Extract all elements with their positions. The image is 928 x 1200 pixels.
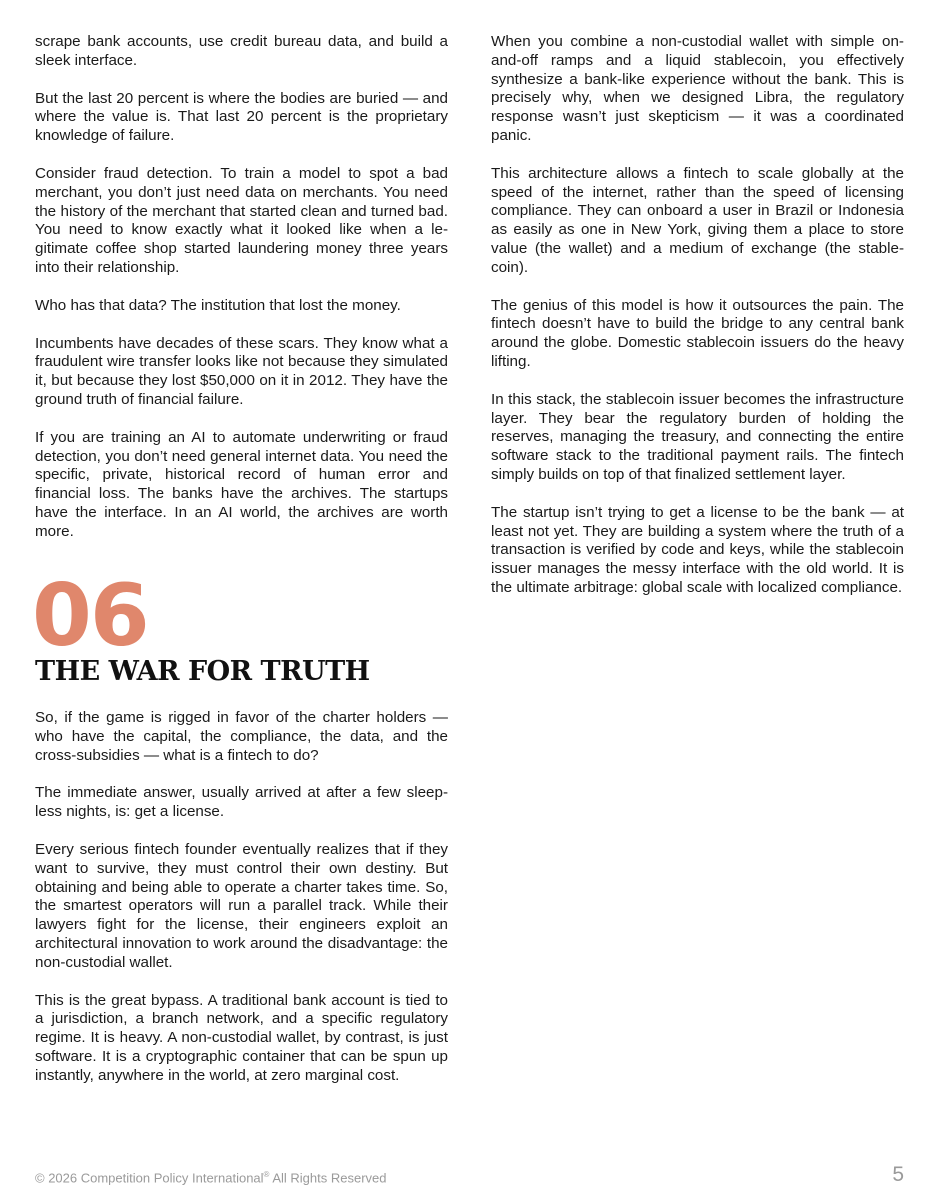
paragraph: This is the great bypass. A traditional bank account is tied to a jurisdiction, a branch network, and a specific regulatory regime. It is heavy. A non-custodial wallet, by contrast, is just software. It is a cryptographic container that can be spun up instantly, anywhere in the world, at zero marginal cost. xyxy=(35,991,448,1084)
section-number: 06 xyxy=(32,566,148,666)
paragraph: Every serious fintech founder eventually realizes that if they want to survive, they must control their own destiny. But obtaining and being able to operate a charter takes time. So, the smartest operators will run a parallel track. While their lawyers fight for the license, their engineers exploit an architectural innovation to work around the disadvantage: the non-custodial wallet. xyxy=(35,840,448,971)
paragraph: The genius of this model is how it outsources the pain. The fintech doesn’t have to build the bridge to any central bank around the globe. Domestic stablecoin issuers do the heavy lifting. xyxy=(491,296,904,370)
paragraph: In this stack, the stablecoin issuer becomes the infrastructure layer. They bear the regulatory burden of holding the reserves, managing the treasury, and connecting the entire software stack to the traditional payment rails. The fintech simply builds on top of that finalized settlement layer. xyxy=(491,390,904,483)
copyright-text: © 2026 Competition Policy International xyxy=(35,1170,264,1186)
registered-mark: ® xyxy=(263,1170,270,1179)
paragraph: The immediate answer, usually arrived at after a few sleepless nights, is: get a license. xyxy=(35,784,448,821)
paragraph: When you combine a non-custodial wallet with simple on-and-off ramps and a liquid stablecoin, you effectively synthesize a bank-like experience without the bank. This is precisely why, when we designed Libra, the regulatory response wasn’t just skepticism — it was a coordinated panic. xyxy=(491,33,904,144)
paragraph: But the last 20 percent is where the bodies are buried — and where the value is. That last 20 percent is the proprietary knowledge of failure. xyxy=(35,89,448,145)
paragraph: This architecture allows a fintech to scale globally at the speed of the internet, rather than the speed of licensing compliance. They can onboard a user in Brazil or Indonesia as easily as one in New York, giving them a place to store value (the wallet) and a medium of exchange (the stablecoin). xyxy=(491,164,904,276)
paragraph: Consider fraud detection. To train a model to spot a bad merchant, you don’t just need data on merchants. You need the history of the merchant that started clean and turned bad. You need to know exactly what it looked like when a legitimate coffee shop started laundering money three years into their relationship. xyxy=(35,164,448,276)
copyright-suffix: All Rights Reserved xyxy=(269,1170,387,1186)
left-column-bottom xyxy=(35,709,448,1105)
paragraph: Who has that data? The institution that lost the money. xyxy=(35,296,401,314)
paragraph: So, if the game is rigged in favor of the charter holders — who have the capital, the compliance, the data, and the cross-subsidies — what is a fintech to do? xyxy=(35,709,448,764)
paragraph: Incumbents have decades of these scars. They know what a fraudulent wire transfer looks like not because they simulated it, but because they lost $50,000 on it in 2012. They have the ground truth of financial failure. xyxy=(35,334,448,408)
paragraph: The startup isn’t trying to get a license to be the bank — at least not yet. They are building a system where the truth of a transaction is verified by code and keys, while the stablecoin issuer manages the messy interface with the old world. It is the ultimate arbitrage: global scale with localized compliance. xyxy=(491,503,904,596)
right-column xyxy=(491,33,904,617)
paragraph: If you are training an AI to automate underwriting or fraud detection, you don’t need general internet data. You need the specific, private, historical record of human error and financial loss. The banks have the archives. The startups have the interface. In an AI world, the archives are worth more. xyxy=(35,428,448,540)
section-title: THE WAR FOR TRUTH xyxy=(35,656,370,687)
paragraph: scrape bank accounts, use credit bureau data, and build a sleek interface. xyxy=(35,33,448,69)
left-column-top xyxy=(35,33,448,561)
page-number: 5 xyxy=(892,1163,904,1186)
footer-copyright xyxy=(35,1166,387,1187)
